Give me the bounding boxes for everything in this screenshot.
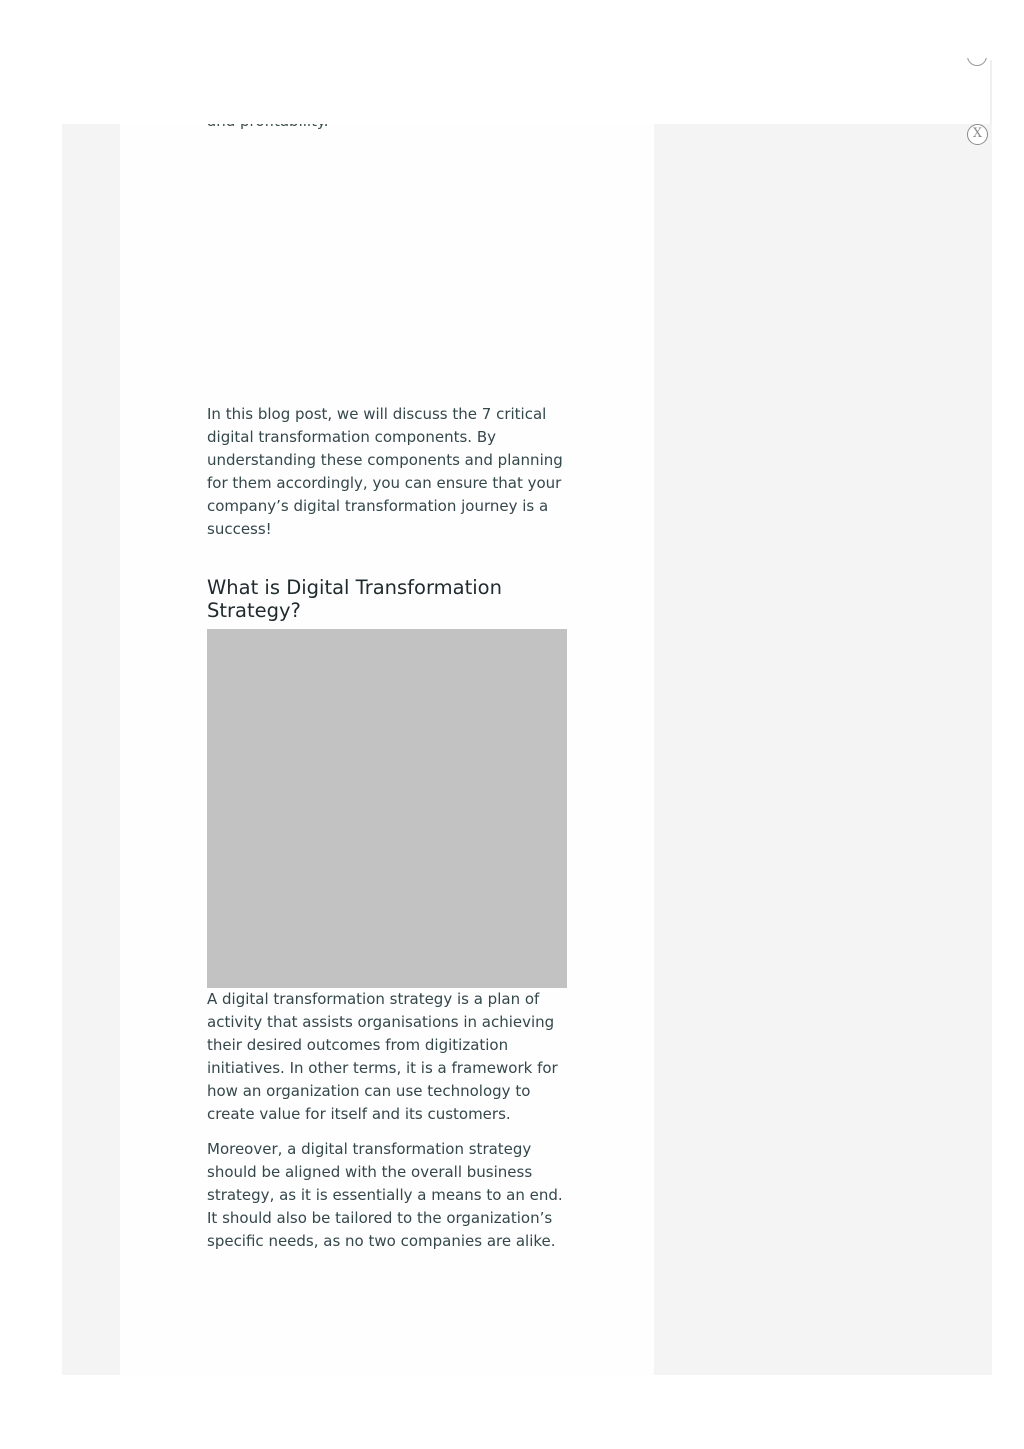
article-image [207, 629, 567, 988]
body-paragraph-1: A digital transformation strategy is a plan of activity that assists organisations in achieving their desired outcomes from digitization initiatives. In other terms, it is a framework for how an organization can use technology to create value for itself and its customers. [207, 990, 558, 1123]
intro-paragraph: In this blog post, we will discuss the 7 critical digital transformation components. By understanding these components and planning for them accordingly, you can ensure that your company’s digital transformation journey is a success! [207, 405, 563, 538]
section-heading: What is Digital Transformation Strategy? [207, 576, 502, 622]
circle-icon [967, 46, 987, 66]
body-paragraph-2: Moreover, a digital transformation strategy should be aligned with the overall business strategy, as it is essentially a means to an end. It should also be tailored to the organization’s specific needs, as no two companies are alike. [207, 1140, 563, 1250]
article-body-1 [207, 988, 567, 1126]
article-body-2 [207, 1138, 567, 1253]
header-divider [990, 60, 992, 124]
article-intro [207, 403, 567, 541]
close-ad-button[interactable]: X [967, 124, 988, 145]
header-bar [0, 0, 1024, 124]
